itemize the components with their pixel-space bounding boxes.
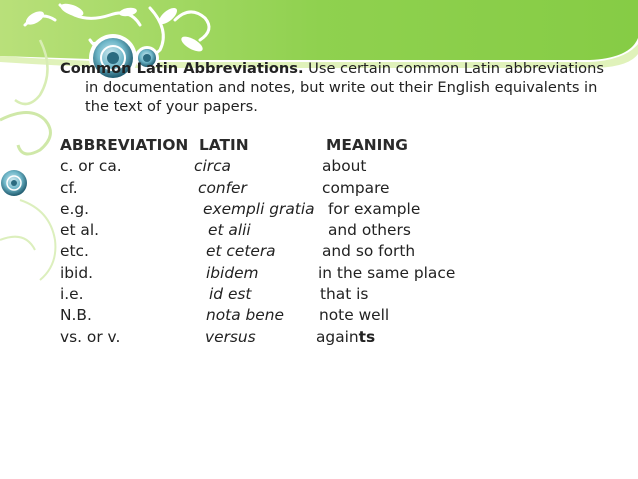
abbreviation-cell: e.g. [60,199,90,218]
meaning-text-bold: ts [358,327,376,346]
circle-ornament-left [0,167,30,199]
latin-cell: nota bene [206,306,284,325]
latin-cell: circa [194,157,231,176]
abbreviation-cell: c. or ca. [60,157,122,176]
vine-decoration [0,113,50,155]
header-meaning: MEANING [326,136,408,154]
meaning-cell: and so forth [322,242,416,261]
latin-cell: id est [209,285,252,304]
slide-body [60,59,620,116]
abbreviation-cell: N.B. [60,306,92,325]
intro-text: Use certain common Latin abbreviations in documentation and notes, but write out their English equivalents in the text of your papers. [85,60,604,115]
abbreviation-cell: etc. [60,242,89,261]
meaning-cell [316,328,375,346]
header-latin: LATIN [199,136,249,154]
meaning-cell: that is [320,285,369,304]
meaning-cell: note well [319,306,390,325]
latin-cell: et alii [208,221,251,240]
latin-cell: ibidem [206,263,259,282]
intro-heading: Common Latin Abbreviations. [60,60,304,77]
abbreviation-cell: et al. [60,221,99,240]
meaning-cell: in the same place [318,263,456,282]
meaning-cell: compare [322,178,390,197]
abbreviation-cell: cf. [60,178,78,197]
intro-paragraph [60,59,620,116]
abbreviation-cell: vs. or v. [60,327,121,346]
header-abbreviation: ABBREVIATION [60,136,189,154]
latin-cell: exempli gratia [203,199,315,218]
meaning-text: again [316,327,359,346]
meaning-cell: for example [328,199,421,218]
latin-cell: versus [205,327,256,346]
meaning-cell: and others [328,221,411,240]
latin-cell: et cetera [206,242,276,261]
abbreviation-cell: i.e. [60,285,84,304]
abbreviation-cell: ibid. [60,263,93,282]
meaning-cell: about [322,157,367,176]
latin-cell: confer [198,178,247,197]
